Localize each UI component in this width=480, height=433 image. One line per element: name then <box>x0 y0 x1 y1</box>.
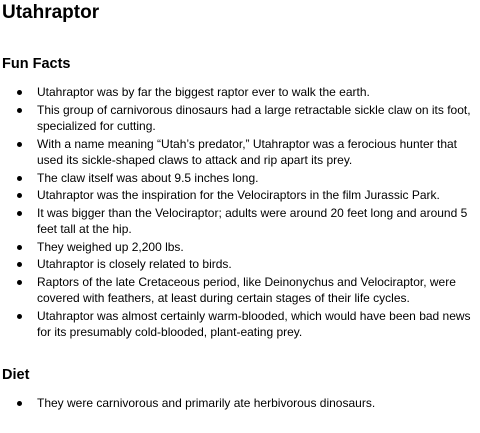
list-item <box>0 256 474 273</box>
bullet-icon <box>17 314 22 319</box>
list-item <box>0 308 474 341</box>
diet-list <box>0 395 474 413</box>
page-title: Utahraptor <box>2 2 100 23</box>
bullet-icon <box>17 245 22 250</box>
list-item-text: Utahraptor was almost certainly warm-blooded, which would have been bad news for its presumably cold-blooded, plant-eating prey. <box>37 308 471 339</box>
list-item-text: They weighed up 2,200 lbs. <box>37 239 184 254</box>
fun-facts-list <box>0 84 474 342</box>
list-item-text: Utahraptor is closely related to birds. <box>37 257 232 271</box>
list-item-text: This group of carnivorous dinosaurs had a large retractable sickle claw on its foot, specialized for cutting. <box>37 102 471 133</box>
list-item <box>0 205 474 238</box>
list-item <box>0 170 474 187</box>
list-item <box>0 239 474 256</box>
list-item <box>0 102 474 135</box>
section-heading-fun-facts: Fun Facts <box>2 56 71 72</box>
list-item-text: The claw itself was about 9.5 inches long. <box>37 170 259 185</box>
list-item-text: With a name meaning “Utah’s predator,” Utahraptor was a ferocious hunter that used its sickle-shaped claws to attack and rip apart its prey. <box>37 136 457 167</box>
list-item <box>0 84 474 101</box>
bullet-icon <box>17 193 22 198</box>
bullet-icon <box>17 262 22 267</box>
list-item <box>0 395 474 412</box>
bullet-icon <box>17 108 22 113</box>
bullet-icon <box>17 401 22 406</box>
list-item-text: They were carnivorous and primarily ate herbivorous dinosaurs. <box>37 396 376 410</box>
list-item <box>0 187 474 204</box>
bullet-icon <box>17 280 22 285</box>
list-item-text: Raptors of the late Cretaceous period, like Deinonychus and Velociraptor, were covered with feathers, at least during certain stages of their life cycles. <box>37 274 456 305</box>
list-item-text: Utahraptor was by far the biggest raptor ever to walk the earth. <box>37 85 370 99</box>
bullet-icon <box>17 211 22 216</box>
section-heading-diet: Diet <box>2 367 30 383</box>
list-item-text: It was bigger than the Velociraptor; adults were around 20 feet long and around 5 feet tall at the hip. <box>37 205 468 236</box>
list-item <box>0 136 474 169</box>
bullet-icon <box>17 176 22 181</box>
list-item-text: Utahraptor was the inspiration for the Velociraptors in the film Jurassic Park. <box>37 188 440 202</box>
bullet-icon <box>17 142 22 147</box>
bullet-icon <box>17 90 22 95</box>
list-item <box>0 274 474 307</box>
